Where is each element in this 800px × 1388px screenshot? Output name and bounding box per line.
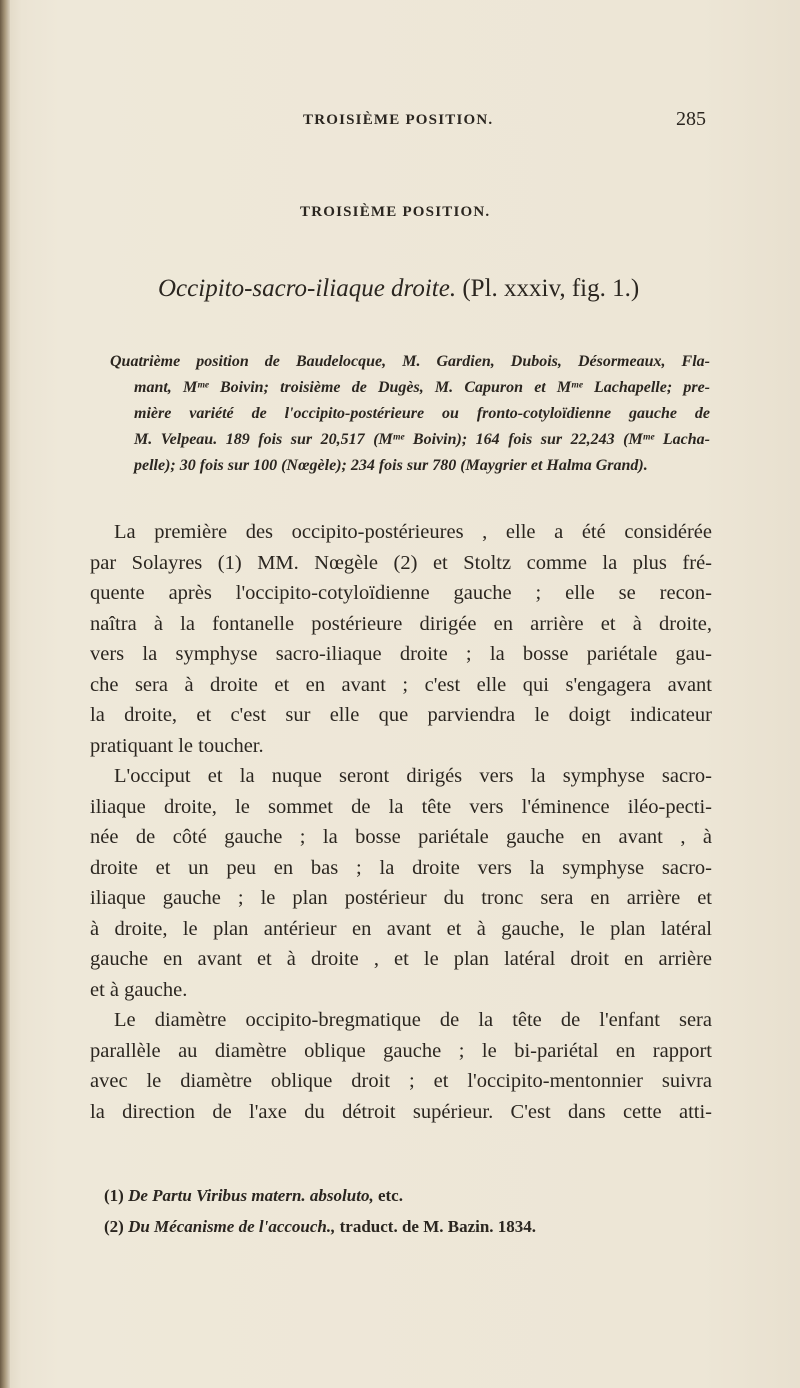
body-line: gauche en avant et à droite , et le plan latéral droit en arrière — [90, 948, 712, 970]
footnote-title: Du Mécanisme de l'accouch., — [128, 1217, 336, 1236]
page-number: 285 — [676, 108, 706, 130]
subtitle-plate-reference: (Pl. xxxiv, fig. 1.) — [462, 275, 640, 302]
body-line: pratiquant le toucher. — [90, 734, 264, 757]
body-line: L'occiput et la nuque seront dirigés vers la symphyse sacro- — [114, 765, 712, 787]
body-line: iliaque droite, le sommet de la tête vers l'éminence iléo-pecti- — [90, 795, 712, 818]
body-line: quente après l'occipito-cotyloïdienne gauche ; elle se recon- — [90, 582, 712, 604]
body-line: naîtra à la fontanelle postérieure dirigée en arrière et à droite, — [90, 612, 712, 635]
body-line: vers la symphyse sacro-iliaque droite ; la bosse pariétale gau- — [90, 643, 712, 665]
section-title: TROISIÈME POSITION. — [300, 204, 491, 220]
body-line: parallèle au diamètre oblique gauche ; le bi-pariétal en rapport — [90, 1039, 712, 1062]
synonyms-line: M. Velpeau. 189 fois sur 20,517 (Mᵐᵉ Boivin); 164 fois sur 22,243 (Mᵐᵉ Lacha- — [134, 431, 710, 448]
body-line: par Solayres (1) MM. Nœgèle (2) et Stoltz comme la plus fré- — [90, 551, 712, 574]
footnote-number: (2) — [104, 1217, 124, 1236]
body-line: La première des occipito-postérieures , elle a été considérée — [114, 521, 712, 543]
synonyms-line: mant, Mᵐᵉ Boivin; troisième de Dugès, M. Capuron et Mᵐᵉ Lachapelle; pre- — [134, 379, 710, 396]
body-line: avec le diamètre oblique droit ; et l'occipito-mentonnier suivra — [90, 1070, 712, 1092]
body-line: née de côté gauche ; la bosse pariétale gauche en avant , à — [90, 826, 712, 848]
synonyms-paragraph — [110, 349, 710, 479]
synonyms-line: mière variété de l'occipito-postérieure ou fronto-cotyloïdienne gauche de — [134, 405, 710, 422]
body-line: et à gauche. — [90, 978, 188, 1001]
binding-edge — [0, 0, 10, 1388]
body-line: droite et un peu en bas ; la droite vers la symphyse sacro- — [90, 856, 712, 879]
body-line: à droite, le plan antérieur en avant et à gauche, le plan latéral — [90, 917, 712, 940]
footnote-number: (1) — [104, 1186, 124, 1205]
footnote — [104, 1180, 536, 1211]
body-line: che sera à droite et en avant ; c'est elle qui s'engagera avant — [90, 673, 712, 696]
synonyms-line: pelle); 30 fois sur 100 (Nœgèle); 234 fois sur 780 (Maygrier et Halma Grand). — [134, 457, 648, 474]
subtitle-italic: Occipito-sacro-iliaque droite. — [158, 275, 457, 302]
synonyms-line: Quatrième position de Baudelocque, M. Gardien, Dubois, Désormeaux, Fla- — [110, 353, 710, 370]
footnote-text: etc. — [377, 1186, 403, 1205]
body-line: la direction de l'axe du détroit supérieur. C'est dans cette atti- — [90, 1100, 712, 1123]
body-line: iliaque gauche ; le plan postérieur du tronc sera en arrière et — [90, 887, 712, 909]
body-line: Le diamètre occipito-bregmatique de la tête de l'enfant sera — [114, 1009, 712, 1031]
running-head: TROISIÈME POSITION. — [303, 112, 494, 128]
footnote-title: De Partu Viribus matern. absoluto, — [128, 1186, 374, 1205]
footnotes — [104, 1180, 536, 1242]
section-subtitle — [158, 275, 639, 303]
body-line: la droite, et c'est sur elle que parviendra le doigt indicateur — [90, 704, 712, 726]
footnote-text: traduct. de M. Bazin. 1834. — [339, 1217, 537, 1236]
body-text — [90, 517, 712, 1127]
footnote — [104, 1211, 536, 1242]
